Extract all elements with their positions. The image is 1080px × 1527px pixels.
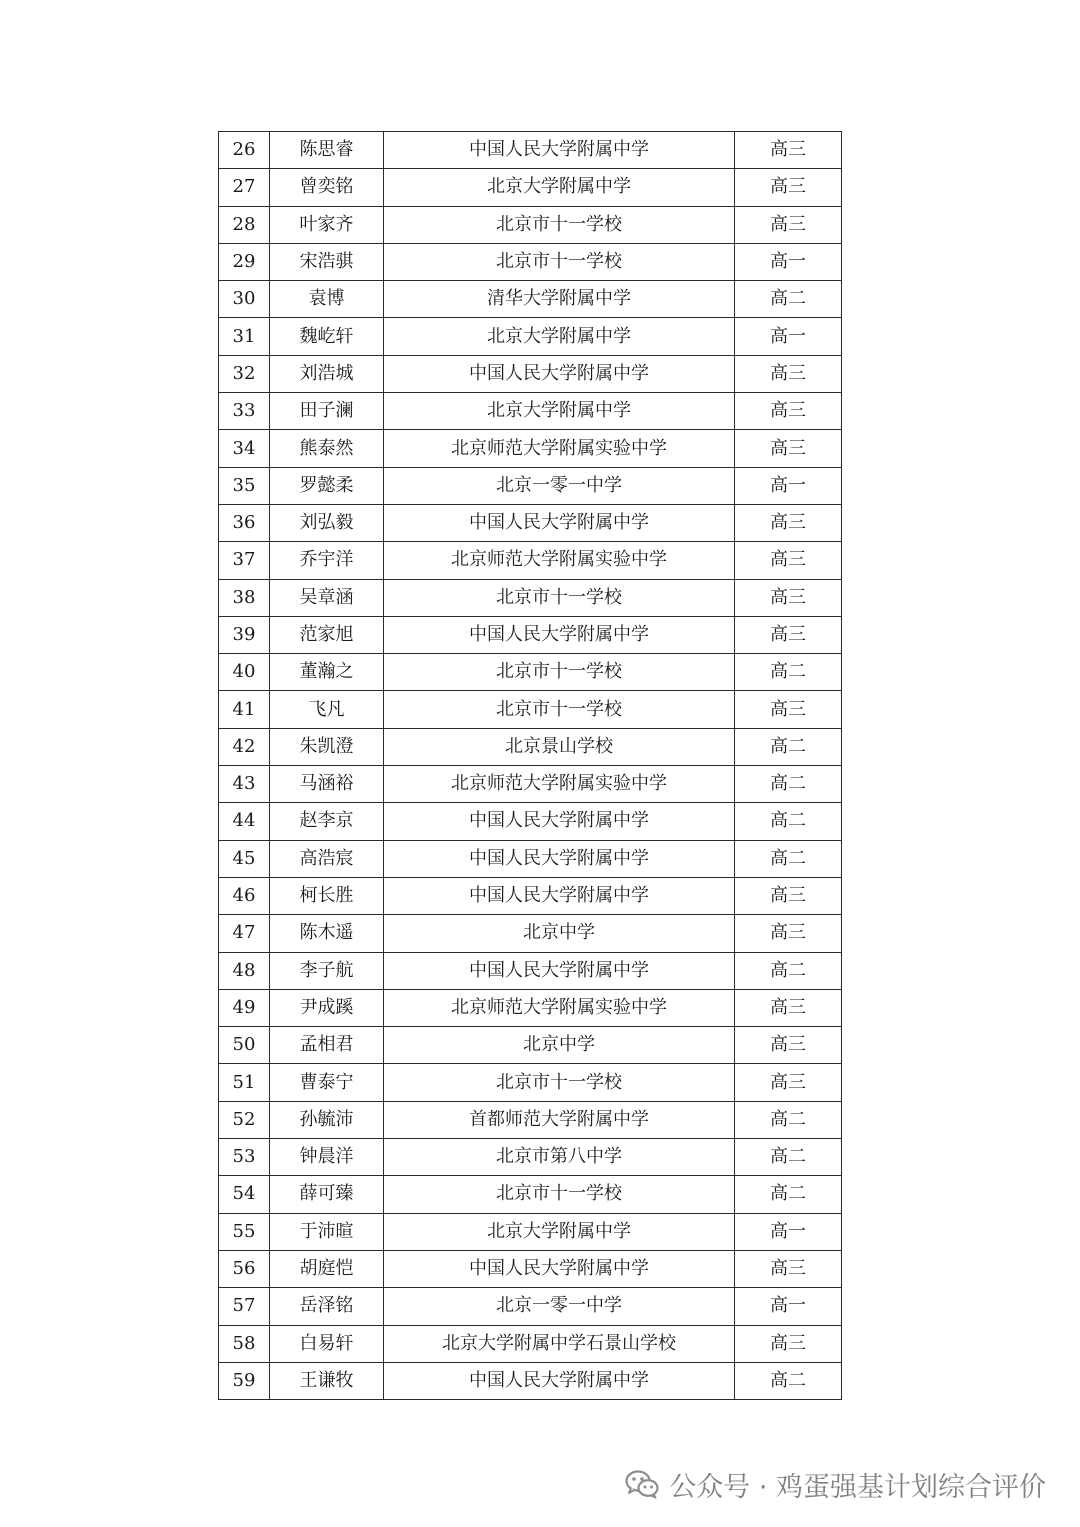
table-row (219, 654, 842, 691)
table-body (219, 132, 842, 1400)
cell-school: 中国人民大学附属中学 (384, 803, 735, 840)
cell-number: 32 (219, 355, 270, 392)
table-row (219, 728, 842, 765)
table-row (219, 430, 842, 467)
table-row (219, 318, 842, 355)
cell-school: 中国人民大学附属中学 (384, 1362, 735, 1399)
cell-number: 41 (219, 691, 270, 728)
cell-name: 薛可臻 (270, 1176, 384, 1213)
table-row (219, 1325, 842, 1362)
cell-school: 首都师范大学附属中学 (384, 1101, 735, 1138)
cell-grade: 高三 (735, 355, 842, 392)
cell-name: 朱凯澄 (270, 728, 384, 765)
table-row (219, 691, 842, 728)
cell-number: 51 (219, 1064, 270, 1101)
table-row (219, 243, 842, 280)
cell-name: 曾奕铭 (270, 169, 384, 206)
cell-name: 柯长胜 (270, 877, 384, 914)
watermark (625, 1464, 1046, 1504)
cell-school: 中国人民大学附属中学 (384, 952, 735, 989)
cell-school: 北京市十一学校 (384, 243, 735, 280)
table-row (219, 915, 842, 952)
cell-school: 中国人民大学附属中学 (384, 132, 735, 169)
cell-number: 55 (219, 1213, 270, 1250)
cell-name: 陈木遥 (270, 915, 384, 952)
cell-name: 陈思睿 (270, 132, 384, 169)
cell-school: 北京市十一学校 (384, 579, 735, 616)
table-row (219, 355, 842, 392)
cell-name: 董瀚之 (270, 654, 384, 691)
cell-school: 北京师范大学附属实验中学 (384, 989, 735, 1026)
table-row (219, 1101, 842, 1138)
cell-name: 宋浩骐 (270, 243, 384, 280)
cell-grade: 高一 (735, 1288, 842, 1325)
cell-name: 刘弘毅 (270, 504, 384, 541)
table-row (219, 1288, 842, 1325)
cell-name: 叶家齐 (270, 206, 384, 243)
table-row (219, 616, 842, 653)
cell-grade: 高三 (735, 691, 842, 728)
cell-school: 北京大学附属中学 (384, 318, 735, 355)
cell-name: 乔宇洋 (270, 542, 384, 579)
cell-school: 中国人民大学附属中学 (384, 877, 735, 914)
cell-school: 北京师范大学附属实验中学 (384, 430, 735, 467)
cell-grade: 高三 (735, 1325, 842, 1362)
cell-name: 岳泽铭 (270, 1288, 384, 1325)
cell-school: 北京一零一中学 (384, 467, 735, 504)
table-row (219, 1250, 842, 1287)
cell-school: 北京市第八中学 (384, 1139, 735, 1176)
cell-number: 48 (219, 952, 270, 989)
table-row (219, 1064, 842, 1101)
cell-school: 清华大学附属中学 (384, 281, 735, 318)
cell-grade: 高三 (735, 132, 842, 169)
cell-number: 31 (219, 318, 270, 355)
cell-grade: 高一 (735, 318, 842, 355)
table-row (219, 1213, 842, 1250)
cell-name: 熊泰然 (270, 430, 384, 467)
cell-number: 42 (219, 728, 270, 765)
watermark-text: 公众号 · 鸡蛋强基计划综合评价 (669, 1471, 1046, 1503)
cell-school: 北京大学附属中学 (384, 393, 735, 430)
cell-school: 北京景山学校 (384, 728, 735, 765)
cell-school: 北京师范大学附属实验中学 (384, 542, 735, 579)
cell-number: 46 (219, 877, 270, 914)
cell-name: 刘浩城 (270, 355, 384, 392)
cell-grade: 高二 (735, 281, 842, 318)
cell-number: 45 (219, 840, 270, 877)
cell-grade: 高二 (735, 728, 842, 765)
cell-name: 范家旭 (270, 616, 384, 653)
cell-number: 37 (219, 542, 270, 579)
cell-name: 白易轩 (270, 1325, 384, 1362)
cell-school: 北京市十一学校 (384, 206, 735, 243)
cell-school: 北京师范大学附属实验中学 (384, 766, 735, 803)
cell-name: 李子航 (270, 952, 384, 989)
table-row (219, 281, 842, 318)
cell-grade: 高三 (735, 542, 842, 579)
cell-number: 38 (219, 579, 270, 616)
cell-number: 28 (219, 206, 270, 243)
cell-name: 魏屹轩 (270, 318, 384, 355)
cell-grade: 高三 (735, 1250, 842, 1287)
table-row (219, 840, 842, 877)
cell-number: 52 (219, 1101, 270, 1138)
cell-number: 30 (219, 281, 270, 318)
table-row (219, 206, 842, 243)
student-list-table (218, 131, 842, 1400)
cell-school: 北京大学附属中学 (384, 169, 735, 206)
cell-number: 43 (219, 766, 270, 803)
cell-grade: 高三 (735, 579, 842, 616)
table-row (219, 169, 842, 206)
cell-number: 26 (219, 132, 270, 169)
cell-grade: 高二 (735, 766, 842, 803)
cell-name: 罗懿柔 (270, 467, 384, 504)
cell-grade: 高三 (735, 1027, 842, 1064)
cell-grade: 高二 (735, 1101, 842, 1138)
cell-name: 王谦牧 (270, 1362, 384, 1399)
cell-grade: 高三 (735, 877, 842, 914)
cell-number: 44 (219, 803, 270, 840)
cell-number: 35 (219, 467, 270, 504)
cell-school: 中国人民大学附属中学 (384, 504, 735, 541)
cell-number: 27 (219, 169, 270, 206)
table-row (219, 542, 842, 579)
cell-grade: 高二 (735, 803, 842, 840)
table-row (219, 877, 842, 914)
table-row (219, 132, 842, 169)
cell-school: 北京中学 (384, 1027, 735, 1064)
cell-grade: 高一 (735, 1213, 842, 1250)
cell-school: 北京市十一学校 (384, 1064, 735, 1101)
table-row (219, 1362, 842, 1399)
table-row (219, 989, 842, 1026)
table-row (219, 393, 842, 430)
cell-number: 47 (219, 915, 270, 952)
cell-number: 50 (219, 1027, 270, 1064)
table-row (219, 803, 842, 840)
cell-number: 36 (219, 504, 270, 541)
cell-school: 北京大学附属中学石景山学校 (384, 1325, 735, 1362)
cell-school: 北京市十一学校 (384, 691, 735, 728)
cell-grade: 高三 (735, 504, 842, 541)
cell-school: 北京中学 (384, 915, 735, 952)
cell-school: 北京市十一学校 (384, 1176, 735, 1213)
cell-name: 孙毓沛 (270, 1101, 384, 1138)
cell-grade: 高三 (735, 1064, 842, 1101)
cell-school: 北京一零一中学 (384, 1288, 735, 1325)
cell-name: 袁博 (270, 281, 384, 318)
cell-name: 飞凡 (270, 691, 384, 728)
cell-school: 中国人民大学附属中学 (384, 1250, 735, 1287)
cell-name: 曹泰宁 (270, 1064, 384, 1101)
table-row (219, 579, 842, 616)
table-row (219, 467, 842, 504)
cell-number: 58 (219, 1325, 270, 1362)
cell-grade: 高二 (735, 840, 842, 877)
cell-grade: 高三 (735, 915, 842, 952)
cell-name: 吴章涵 (270, 579, 384, 616)
cell-school: 北京市十一学校 (384, 654, 735, 691)
cell-number: 49 (219, 989, 270, 1026)
cell-name: 马涵裕 (270, 766, 384, 803)
cell-number: 59 (219, 1362, 270, 1399)
table-row (219, 952, 842, 989)
cell-name: 钟晨洋 (270, 1139, 384, 1176)
cell-grade: 高三 (735, 393, 842, 430)
cell-grade: 高三 (735, 430, 842, 467)
cell-grade: 高一 (735, 243, 842, 280)
cell-school: 中国人民大学附属中学 (384, 355, 735, 392)
cell-grade: 高三 (735, 206, 842, 243)
cell-grade: 高一 (735, 467, 842, 504)
cell-school: 北京大学附属中学 (384, 1213, 735, 1250)
cell-grade: 高二 (735, 952, 842, 989)
cell-grade: 高三 (735, 616, 842, 653)
cell-number: 53 (219, 1139, 270, 1176)
cell-school: 中国人民大学附属中学 (384, 616, 735, 653)
table-row (219, 1139, 842, 1176)
cell-number: 34 (219, 430, 270, 467)
cell-grade: 高三 (735, 989, 842, 1026)
table-row (219, 504, 842, 541)
table-row (219, 1027, 842, 1064)
cell-number: 57 (219, 1288, 270, 1325)
table-row (219, 1176, 842, 1213)
cell-name: 胡庭恺 (270, 1250, 384, 1287)
cell-number: 39 (219, 616, 270, 653)
cell-name: 赵李京 (270, 803, 384, 840)
wechat-icon (625, 1469, 659, 1499)
cell-grade: 高二 (735, 1139, 842, 1176)
cell-grade: 高三 (735, 169, 842, 206)
cell-number: 40 (219, 654, 270, 691)
cell-name: 于沛暄 (270, 1213, 384, 1250)
cell-grade: 高二 (735, 654, 842, 691)
cell-number: 33 (219, 393, 270, 430)
cell-number: 29 (219, 243, 270, 280)
cell-name: 高浩宸 (270, 840, 384, 877)
cell-number: 54 (219, 1176, 270, 1213)
cell-grade: 高二 (735, 1176, 842, 1213)
cell-name: 孟相君 (270, 1027, 384, 1064)
table-row (219, 766, 842, 803)
cell-name: 田子澜 (270, 393, 384, 430)
cell-number: 56 (219, 1250, 270, 1287)
cell-name: 尹成蹊 (270, 989, 384, 1026)
cell-grade: 高二 (735, 1362, 842, 1399)
cell-school: 中国人民大学附属中学 (384, 840, 735, 877)
